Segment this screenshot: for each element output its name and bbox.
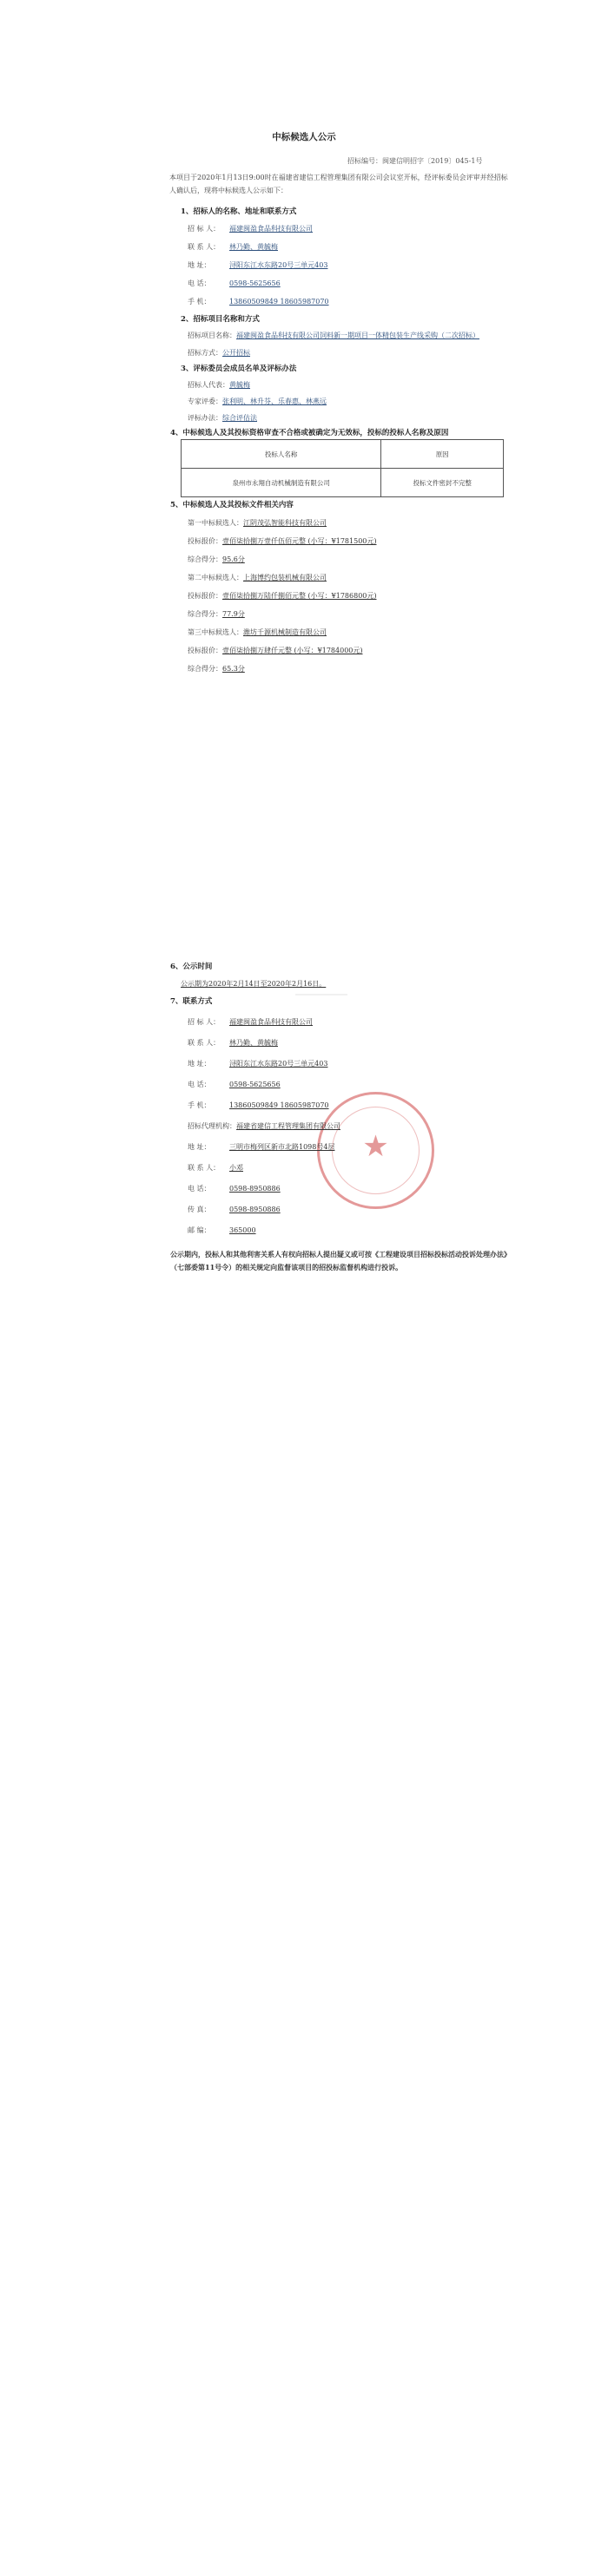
s7-row [188,1038,278,1048]
s3-row-value: 张利明、林升芬、乐春惠、林燕远 [222,398,327,405]
s1-row-phone [188,279,281,288]
s2-row-value: 福建闽盈食品科技有限公司饲料新一期项目一体精包装生产线采购（二次招标） [236,332,479,339]
s2-row-project [188,331,479,340]
s7-row [188,1163,243,1173]
candidate-name: 江阴茂弘智能科技有限公司 [243,519,327,527]
closing-paragraph: 公示期内，投标人和其他利害关系人有权向招标人提出疑义或可按《工程建设项目招标投标活动投诉处理办法》（七部委第11号令）的相关规定向监督该项目的招投标监督机构进行投诉。 [170,1250,511,1272]
s7-row-label: 联 系 人： [188,1039,221,1047]
candidate-score: 95.6分 [222,555,245,563]
s7-row-label: 电 话： [188,1185,211,1193]
s1-row-tenderer [188,224,313,233]
s7-row-label: 传 真： [188,1206,211,1213]
s7-row-label: 招标代理机构： [188,1122,236,1130]
s7-row [188,1080,281,1089]
s7-row [188,1184,281,1193]
candidate-name: 上海博约包装机械有限公司 [243,574,327,582]
s1-row-mobile [188,297,329,306]
publicity-period: 公示期为2020年2月14日至2020年2月16日。 [181,980,327,988]
table-row [182,469,504,497]
s3-row-label: 招标人代表： [188,381,229,389]
candidate-score: 65.3分 [222,665,245,673]
candidate-name: 潍坊千源机械制造有限公司 [243,628,327,636]
s1-row-label: 地 址： [188,261,211,269]
candidate-price-label: 投标报价： [188,537,222,545]
s7-row-value: 0598-8950886 [229,1185,281,1193]
s1-row-label: 招 标 人： [188,225,221,233]
candidate-2-price [188,591,377,601]
s7-row-label: 招 标 人： [188,1018,221,1026]
page-title: 中标候选人公示 [272,132,336,142]
candidate-price: 壹佰柒拾捌万陆仟捌佰元整 (小写：¥1786800元) [222,592,377,600]
s3-row-method [188,413,257,423]
candidate-score-label: 综合得分： [188,555,222,563]
s7-row [188,1121,340,1131]
section-3-heading: 3、评标委员会成员名单及评标办法 [181,365,297,373]
s2-row-label: 招标方式： [188,349,222,357]
candidate-1-price [188,536,377,546]
s7-row-value: 0598-8950886 [229,1206,281,1213]
s1-row-label: 手 机： [188,298,211,306]
table-header-cell: 投标人名称 [182,440,381,469]
candidate-1-score [188,555,245,564]
s3-row-label: 专家评委： [188,398,222,405]
s1-row-value: 13860509849 18605987070 [229,298,329,306]
table-header-cell: 原因 [381,440,504,469]
s7-row [188,1017,313,1027]
s6-text [181,979,326,989]
table-header-row [182,440,504,469]
s7-row [188,1205,281,1214]
candidate-price: 壹佰柒拾捌万壹仟伍佰元整 (小写：¥1781500元) [222,537,377,545]
s7-row-value: 13860509849 18605987070 [229,1101,329,1109]
s3-row-experts [188,397,327,406]
s7-row [188,1101,329,1110]
candidate-price: 壹佰柒拾捌万肆仟元整 (小写：¥1784000元) [222,647,363,654]
candidate-1-name [188,518,327,528]
s1-row-value: 福建闽盈食品科技有限公司 [229,225,313,233]
invalid-bid-table [181,439,504,497]
candidate-score: 77.9分 [222,610,245,618]
s1-row-value: 浔阳东江水东路20号三单元403 [229,261,328,269]
s1-row-address [188,260,327,270]
s1-row-value: 林乃勤、黄毓梅 [229,243,278,251]
doc-number: 招标编号：闽建信明招字〔2019〕045-1号 [347,157,483,165]
candidate-2-score [188,609,245,619]
s2-row-value: 公开招标 [222,349,250,357]
s1-row-contact [188,242,278,252]
s7-row-value: 福建闽盈食品科技有限公司 [229,1018,313,1026]
s7-row-value: 小邓 [229,1164,243,1172]
section-2-heading: 2、招标项目名称和方式 [181,315,260,324]
s1-row-label: 电 话： [188,279,211,287]
s3-row-value: 黄毓梅 [229,381,250,389]
s7-row-value: 浔阳东江水东路20号三单元403 [229,1060,328,1068]
candidate-price-label: 投标报价： [188,647,222,654]
s7-row [188,1142,334,1152]
s7-row-label: 手 机： [188,1101,211,1109]
s7-row-label: 地 址： [188,1143,211,1151]
s1-row-value: 0598-5625656 [229,279,281,287]
s7-row-label: 电 话： [188,1081,211,1088]
candidate-2-name [188,573,327,582]
s3-row-value: 综合评估法 [222,414,257,422]
table-cell: 投标文件密封不完整 [381,469,504,497]
s1-row-label: 联 系 人： [188,243,221,251]
s7-row-value: 0598-5625656 [229,1081,281,1088]
candidate-rank-label: 第一中标候选人： [188,519,243,527]
candidate-price-label: 投标报价： [188,592,222,600]
s7-row-value: 林乃勤、黄毓梅 [229,1039,278,1047]
section-6-heading: 6、公示时间 [170,963,213,971]
s7-row-value: 365000 [229,1226,256,1234]
section-1-heading: 1、招标人的名称、地址和联系方式 [181,207,297,216]
seal-star-icon: ★ [362,1129,389,1164]
candidate-rank-label: 第三中标候选人： [188,628,243,636]
intro-paragraph: 本项目于2020年1月13日9:00时在福建省建信工程管理集团有限公司会议室开标，经评标委员会评审并经招标人确认后，现将中标候选人公示如下： [169,174,508,194]
s7-row [188,1059,327,1068]
section-5-heading: 5、中标候选人及其投标文件相关内容 [170,501,294,509]
candidate-score-label: 综合得分： [188,610,222,618]
scan-artifact [295,994,347,996]
s7-row-label: 联 系 人： [188,1164,221,1172]
section-7-heading: 7、联系方式 [170,997,213,1006]
s3-row-rep [188,380,250,390]
s7-row-label: 邮 编： [188,1226,211,1234]
s2-row-label: 招标项目名称： [188,332,236,339]
candidate-3-price [188,646,363,655]
candidate-3-name [188,628,327,637]
table-cell: 泉州市永翔自动机械制造有限公司 [182,469,381,497]
candidate-rank-label: 第二中标候选人： [188,574,243,582]
s7-row-label: 地 址： [188,1060,211,1068]
s7-row [188,1226,256,1235]
s7-row-value: 福建省建信工程管理集团有限公司 [236,1122,340,1130]
s3-row-label: 评标办法： [188,414,222,422]
candidate-score-label: 综合得分： [188,665,222,673]
candidate-3-score [188,664,245,674]
section-4-heading: 4、中标候选人及其投标资格审查不合格或被确定为无效标，投标的投标人名称及原因 [170,429,449,437]
s2-row-method [188,348,250,358]
s7-row-value: 三明市梅列区新市北路1098号4层 [229,1143,335,1151]
